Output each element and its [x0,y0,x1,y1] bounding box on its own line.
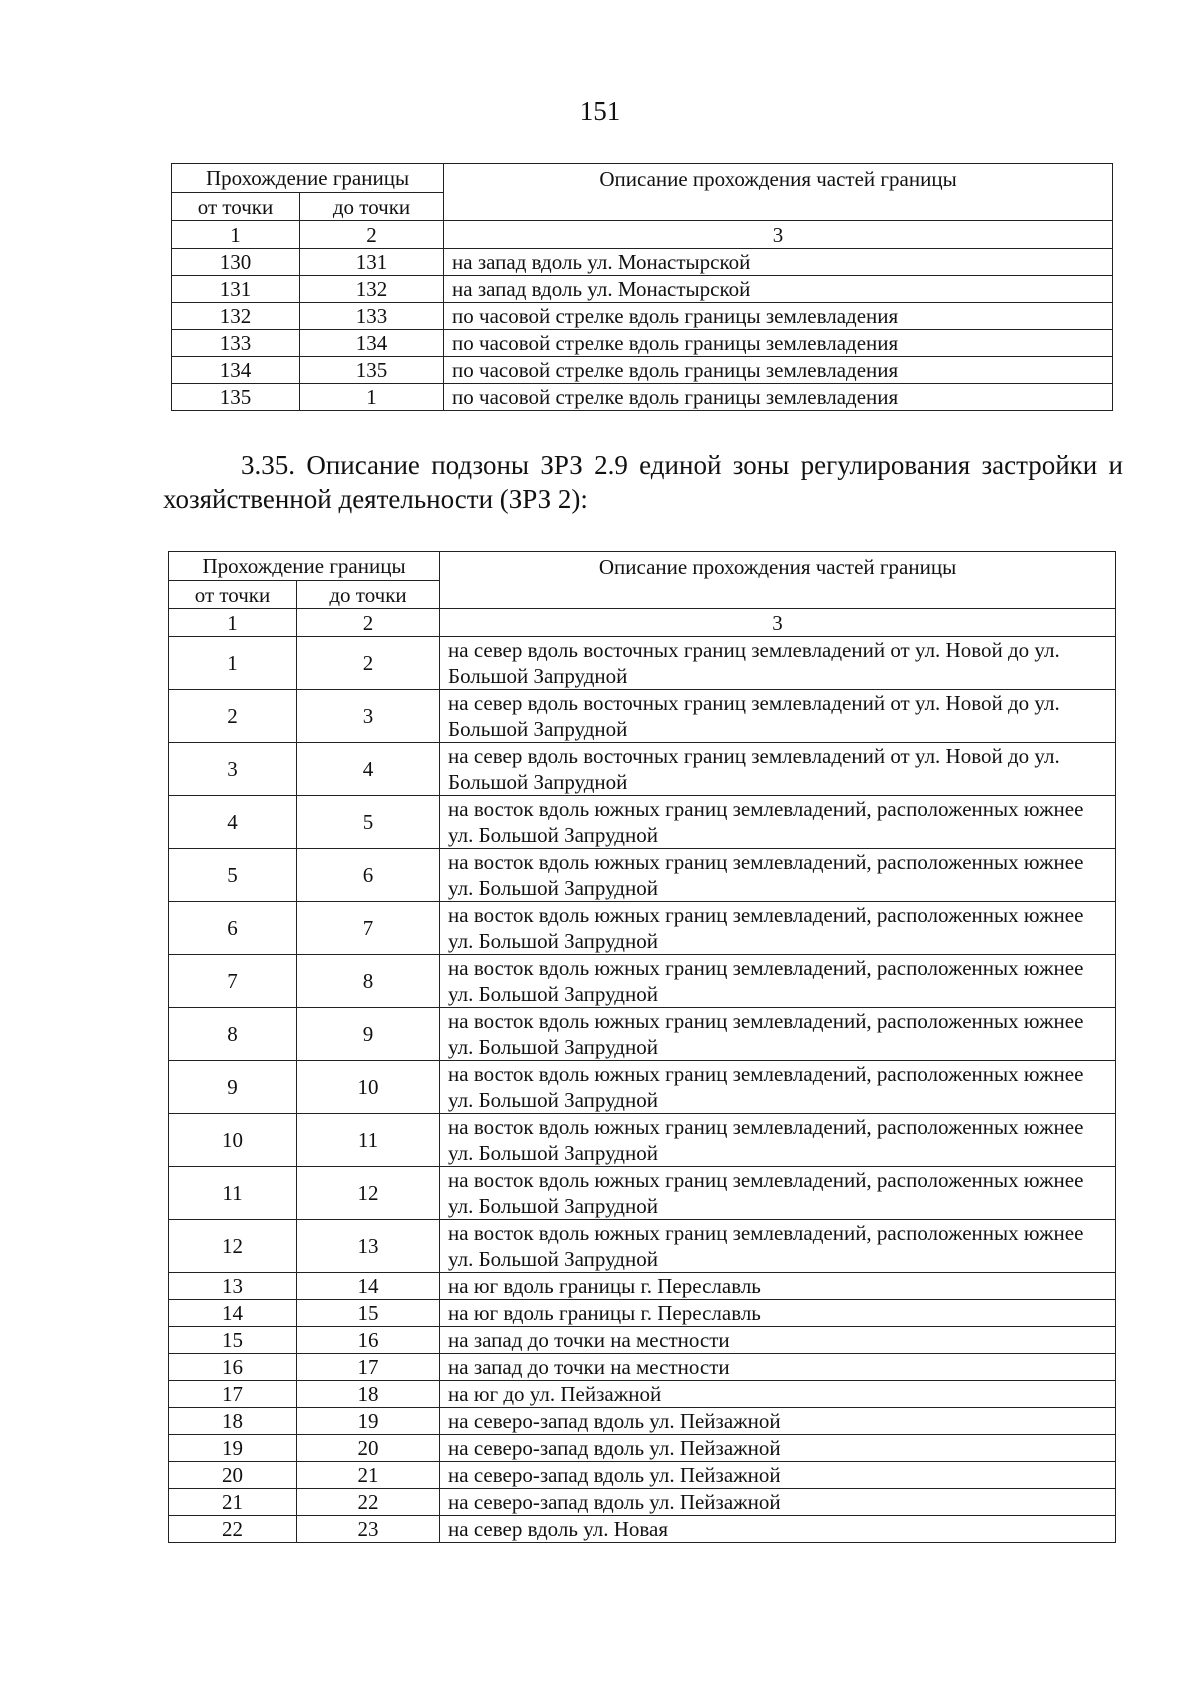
header-num1-cell: 1 [172,221,300,249]
to-cell: 131 [300,249,444,276]
header-to-cell: до точки [300,193,444,221]
table-row [169,690,1116,743]
description-cell: на запад вдоль ул. Монастырской [444,276,1113,303]
table-row [169,796,1116,849]
header-from-cell: от точки [169,581,297,609]
table-row [169,1354,1116,1381]
table-row [169,743,1116,796]
to-cell: 10 [297,1061,440,1114]
table-row [169,849,1116,902]
description-cell: на восток вдоль южных границ землевладений, расположенных южнее ул. Большой Запрудной [440,796,1116,849]
section-heading: 3.35. Описание подзоны ЗРЗ 2.9 единой зоны регулирования застройки и хозяйственной деятельности (ЗРЗ 2): [163,450,1123,514]
description-cell: на восток вдоль южных границ землевладений, расположенных южнее ул. Большой Запрудной [440,955,1116,1008]
from-cell: 130 [172,249,300,276]
to-cell: 9 [297,1008,440,1061]
description-cell: на север вдоль восточных границ землевладений от ул. Новой до ул. Большой Запрудной [440,637,1116,690]
header-num3-cell: 3 [444,221,1113,249]
description-cell: на север вдоль восточных границ землевладений от ул. Новой до ул. Большой Запрудной [440,743,1116,796]
table-row [172,303,1113,330]
boundary-table-2 [168,551,1116,1543]
from-cell: 13 [169,1273,297,1300]
from-cell: 19 [169,1435,297,1462]
table-row [169,1008,1116,1061]
to-cell: 16 [297,1327,440,1354]
boundary-table-2-body [169,637,1116,1543]
page-number: 151 [579,96,621,126]
table-row [169,1167,1116,1220]
table-row [169,1435,1116,1462]
from-cell: 3 [169,743,297,796]
description-cell: на юг вдоль границы г. Переславль [440,1300,1116,1327]
from-cell: 11 [169,1167,297,1220]
from-cell: 16 [169,1354,297,1381]
to-cell: 17 [297,1354,440,1381]
to-cell: 135 [300,357,444,384]
to-cell: 22 [297,1489,440,1516]
description-cell: на восток вдоль южных границ землевладений, расположенных южнее ул. Большой Запрудной [440,1114,1116,1167]
from-cell: 20 [169,1462,297,1489]
to-cell: 21 [297,1462,440,1489]
table-row [169,1327,1116,1354]
table-row [169,1381,1116,1408]
table-row [169,1273,1116,1300]
from-cell: 134 [172,357,300,384]
to-cell: 11 [297,1114,440,1167]
description-cell: на восток вдоль южных границ землевладений, расположенных южнее ул. Большой Запрудной [440,1061,1116,1114]
boundary-table-1-header [172,164,1113,249]
description-cell: на запад до точки на местности [440,1354,1116,1381]
to-cell: 1 [300,384,444,411]
from-cell: 7 [169,955,297,1008]
to-cell: 15 [297,1300,440,1327]
from-cell: 131 [172,276,300,303]
to-cell: 6 [297,849,440,902]
description-cell: на северо-запад вдоль ул. Пейзажной [440,1435,1116,1462]
table-row [169,1114,1116,1167]
description-cell: на юг вдоль границы г. Переславль [440,1273,1116,1300]
description-cell: на север вдоль восточных границ землевладений от ул. Новой до ул. Большой Запрудной [440,690,1116,743]
header-description-cell: Описание прохождения частей границы [444,164,1113,221]
description-cell: на северо-запад вдоль ул. Пейзажной [440,1408,1116,1435]
to-cell: 3 [297,690,440,743]
description-cell: по часовой стрелке вдоль границы землевладения [444,384,1113,411]
description-cell: на северо-запад вдоль ул. Пейзажной [440,1462,1116,1489]
to-cell: 23 [297,1516,440,1543]
to-cell: 133 [300,303,444,330]
description-cell: на восток вдоль южных границ землевладений, расположенных южнее ул. Большой Запрудной [440,902,1116,955]
description-cell: на восток вдоль южных границ землевладений, расположенных южнее ул. Большой Запрудной [440,849,1116,902]
from-cell: 21 [169,1489,297,1516]
table-row [169,1220,1116,1273]
table-row [172,330,1113,357]
from-cell: 1 [169,637,297,690]
to-cell: 4 [297,743,440,796]
header-num1-cell: 1 [169,609,297,637]
table-row [169,1408,1116,1435]
to-cell: 14 [297,1273,440,1300]
description-cell: на восток вдоль южных границ землевладений, расположенных южнее ул. Большой Запрудной [440,1167,1116,1220]
description-cell: по часовой стрелке вдоль границы землевладения [444,303,1113,330]
from-cell: 5 [169,849,297,902]
header-num2-cell: 2 [300,221,444,249]
boundary-table-1 [171,163,1113,411]
from-cell: 17 [169,1381,297,1408]
from-cell: 14 [169,1300,297,1327]
to-cell: 8 [297,955,440,1008]
table-row [172,276,1113,303]
to-cell: 18 [297,1381,440,1408]
from-cell: 135 [172,384,300,411]
from-cell: 18 [169,1408,297,1435]
to-cell: 5 [297,796,440,849]
header-group-cell: Прохождение границы [169,552,440,581]
table-row [169,902,1116,955]
description-cell: на север вдоль ул. Новая [440,1516,1116,1543]
table-row [169,637,1116,690]
boundary-table-1-body [172,249,1113,411]
from-cell: 9 [169,1061,297,1114]
table-row [169,1462,1116,1489]
description-cell: на юг до ул. Пейзажной [440,1381,1116,1408]
to-cell: 13 [297,1220,440,1273]
description-cell: на запад до точки на местности [440,1327,1116,1354]
boundary-table-2-header [169,552,1116,637]
table-row [172,384,1113,411]
table-row [172,357,1113,384]
description-cell: на восток вдоль южных границ землевладений, расположенных южнее ул. Большой Запрудной [440,1008,1116,1061]
header-group-cell: Прохождение границы [172,164,444,193]
table-row [169,1489,1116,1516]
to-cell: 12 [297,1167,440,1220]
header-num2-cell: 2 [297,609,440,637]
table-row [169,1300,1116,1327]
to-cell: 20 [297,1435,440,1462]
to-cell: 19 [297,1408,440,1435]
from-cell: 10 [169,1114,297,1167]
from-cell: 132 [172,303,300,330]
table-row [169,1061,1116,1114]
from-cell: 15 [169,1327,297,1354]
header-description-cell: Описание прохождения частей границы [440,552,1116,609]
header-to-cell: до точки [297,581,440,609]
from-cell: 2 [169,690,297,743]
description-cell: на северо-запад вдоль ул. Пейзажной [440,1489,1116,1516]
to-cell: 7 [297,902,440,955]
to-cell: 134 [300,330,444,357]
from-cell: 22 [169,1516,297,1543]
from-cell: 8 [169,1008,297,1061]
table-row [169,1516,1116,1543]
from-cell: 133 [172,330,300,357]
to-cell: 132 [300,276,444,303]
from-cell: 4 [169,796,297,849]
description-cell: по часовой стрелке вдоль границы землевладения [444,357,1113,384]
description-cell: по часовой стрелке вдоль границы землевладения [444,330,1113,357]
table-row [172,249,1113,276]
description-cell: на восток вдоль южных границ землевладений, расположенных южнее ул. Большой Запрудной [440,1220,1116,1273]
description-cell: на запад вдоль ул. Монастырской [444,249,1113,276]
table-row [169,955,1116,1008]
from-cell: 6 [169,902,297,955]
header-from-cell: от точки [172,193,300,221]
to-cell: 2 [297,637,440,690]
header-num3-cell: 3 [440,609,1116,637]
from-cell: 12 [169,1220,297,1273]
